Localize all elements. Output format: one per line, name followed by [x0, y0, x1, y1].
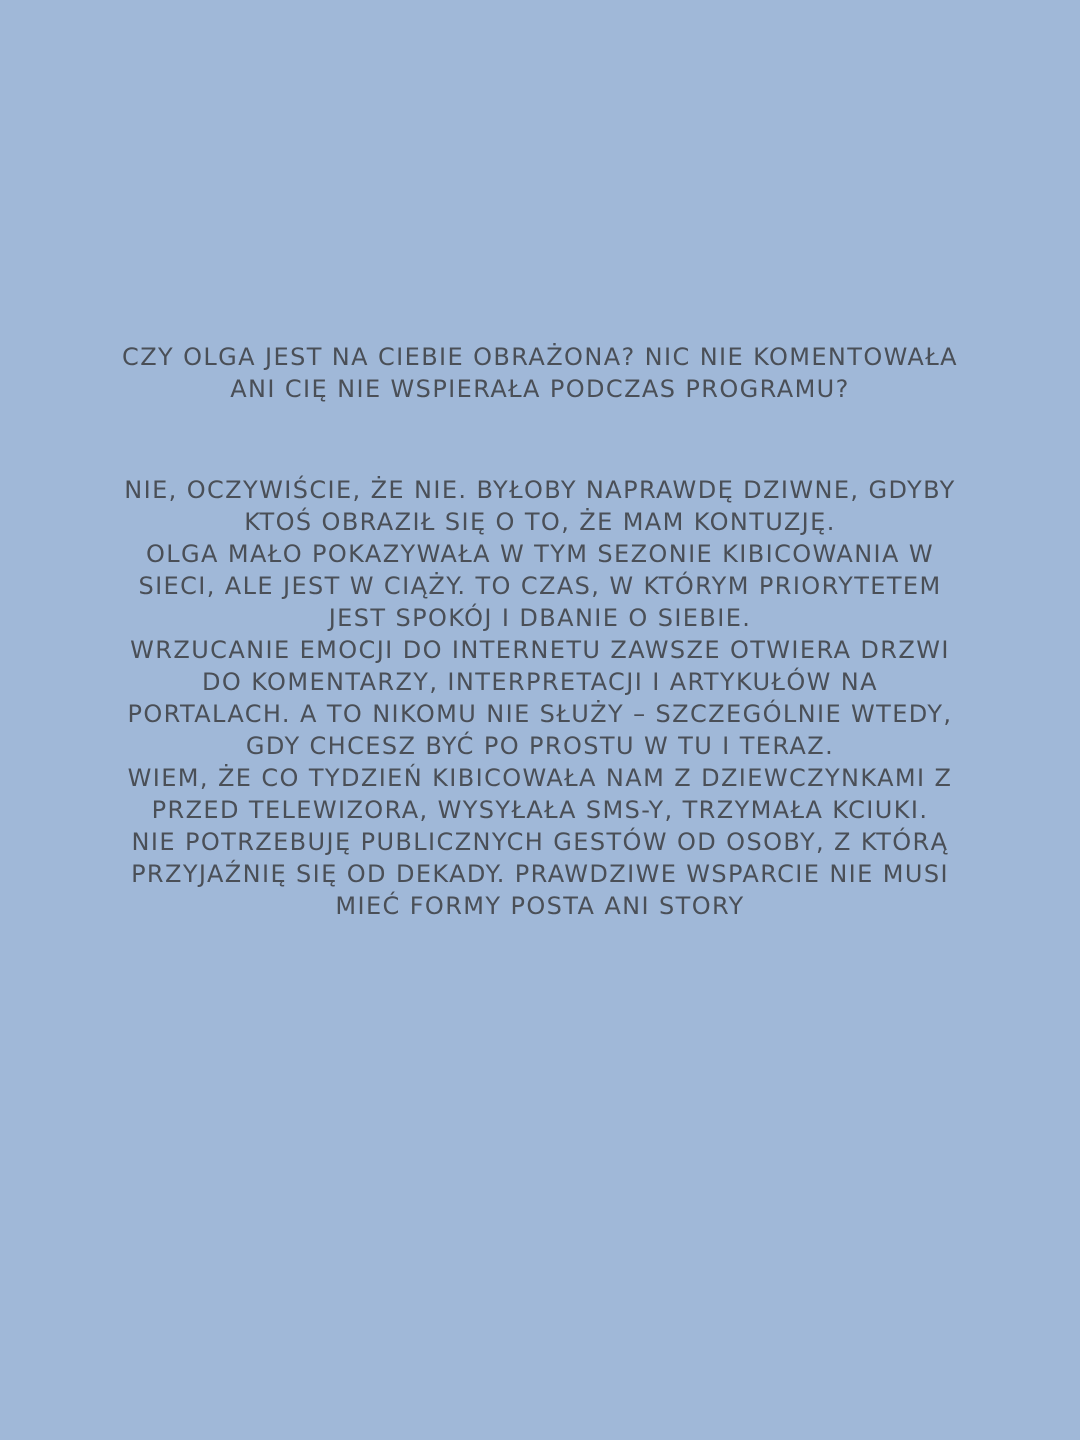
- answer-line: OLGA MAŁO POKAZYWAŁA W TYM SEZONIE KIBICOWANIA W: [145, 540, 935, 568]
- answer-line: PRZED TELEWIZORA, WYSYŁAŁA SMS-Y, TRZYMAŁA KCIUKI.: [151, 796, 929, 824]
- answer-line: WRZUCANIE EMOCJI DO INTERNETU ZAWSZE OTWIERA DRZWI: [130, 636, 950, 664]
- question-line: ANI CIĘ NIE WSPIERAŁA PODCZAS PROGRAMU?: [230, 375, 850, 403]
- question-text: [0, 341, 1080, 405]
- answer-line: JEST SPOKÓJ I DBANIE O SIEBIE.: [328, 604, 752, 632]
- answer-line: DO KOMENTARZY, INTERPRETACJI I ARTYKUŁÓW NA: [202, 668, 878, 696]
- answer-text: [0, 474, 1080, 922]
- answer-line: MIEĆ FORMY POSTA ANI STORY: [335, 892, 745, 920]
- answer-line: PRZYJAŹNIĘ SIĘ OD DEKADY. PRAWDZIWE WSPARCIE NIE MUSI: [131, 860, 949, 888]
- answer-line: PORTALACH. A TO NIKOMU NIE SŁUŻY – SZCZEGÓLNIE WTEDY,: [127, 700, 953, 728]
- answer-line: KTOŚ OBRAZIŁ SIĘ O TO, ŻE MAM KONTUZJĘ.: [244, 508, 836, 536]
- answer-line: SIECI, ALE JEST W CIĄŻY. TO CZAS, W KTÓRYM PRIORYTETEM: [138, 572, 942, 600]
- answer-line: NIE POTRZEBUJĘ PUBLICZNYCH GESTÓW OD OSOBY, Z KTÓRĄ: [131, 828, 949, 856]
- answer-line: WIEM, ŻE CO TYDZIEŃ KIBICOWAŁA NAM Z DZIEWCZYNKAMI Z: [127, 764, 953, 792]
- answer-line: NIE, OCZYWIŚCIE, ŻE NIE. BYŁOBY NAPRAWDĘ DZIWNE, GDYBY: [124, 476, 956, 504]
- question-line: CZY OLGA JEST NA CIEBIE OBRAŻONA? NIC NIE KOMENTOWAŁA: [122, 343, 958, 371]
- answer-line: GDY CHCESZ BYĆ PO PROSTU W TU I TERAZ.: [245, 732, 835, 760]
